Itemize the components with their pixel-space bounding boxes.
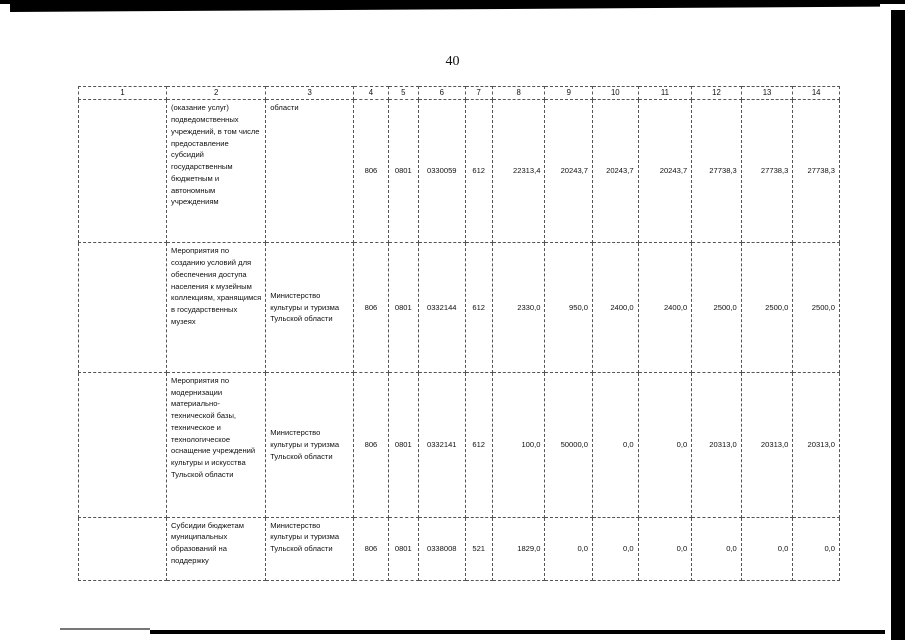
activity-name-cell: Субсидии бюджетам муниципальных образований на поддержку [167,517,266,580]
scan-bottom-border [150,630,885,634]
header-cell: 10 [593,87,639,100]
value-cell: 50000,0 [545,372,593,517]
code-cell: 0801 [388,100,418,243]
value-cell: 0,0 [692,517,742,580]
header-cell: 7 [465,87,492,100]
responsible-org-cell: Министерство культуры и туризма Тульской области [266,517,354,580]
value-cell: 0,0 [638,372,692,517]
code-cell: 0801 [388,517,418,580]
code-cell: 0338008 [418,517,465,580]
activity-name-cell: Мероприятия по созданию условий для обеспечения доступа населения к музейным коллекциям, хранящимся в государственных музеях [167,243,266,373]
code-cell: 0801 [388,243,418,373]
value-cell: 22313,4 [492,100,545,243]
code-cell: 806 [354,517,388,580]
code-cell: 612 [465,243,492,373]
value-cell: 0,0 [593,372,639,517]
code-cell: 806 [354,243,388,373]
code-cell: 0332141 [418,372,465,517]
code-cell: 0332144 [418,243,465,373]
code-cell: 521 [465,517,492,580]
table-header-row [79,87,840,100]
row-index-cell [79,517,167,580]
value-cell: 20243,7 [545,100,593,243]
table-row [79,372,840,517]
header-cell: 5 [388,87,418,100]
header-cell: 12 [692,87,742,100]
value-cell: 2400,0 [593,243,639,373]
value-cell: 27738,3 [793,100,840,243]
scan-bottom-shadow [60,628,150,630]
code-cell: 806 [354,100,388,243]
header-cell: 3 [266,87,354,100]
value-cell: 27738,3 [741,100,793,243]
value-cell: 1829,0 [492,517,545,580]
value-cell: 950,0 [545,243,593,373]
header-cell: 13 [741,87,793,100]
header-cell: 11 [638,87,692,100]
table-row [79,517,840,580]
code-cell: 612 [465,372,492,517]
budget-table [78,86,840,581]
header-cell: 9 [545,87,593,100]
table-row [79,100,840,243]
value-cell: 2500,0 [793,243,840,373]
responsible-org-cell: Министерство культуры и туризма Тульской области [266,243,354,373]
value-cell: 20243,7 [638,100,692,243]
row-index-cell [79,243,167,373]
value-cell: 20243,7 [593,100,639,243]
value-cell: 27738,3 [692,100,742,243]
responsible-org-cell: области [266,100,354,243]
code-cell: 612 [465,100,492,243]
header-cell: 4 [354,87,388,100]
value-cell: 20313,0 [692,372,742,517]
page-number: 40 [445,54,460,69]
activity-name-cell: Мероприятия по модернизации материально-технической базы, техническое и технологическое оснащение учреждений культуры и искусства Тульской области [167,372,266,517]
header-cell: 2 [167,87,266,100]
table-row [79,243,840,373]
header-cell: 6 [418,87,465,100]
value-cell: 20313,0 [793,372,840,517]
value-cell: 0,0 [545,517,593,580]
scan-right-border [885,10,905,640]
responsible-org-cell: Министерство культуры и туризма Тульской области [266,372,354,517]
value-cell: 0,0 [638,517,692,580]
value-cell: 2330,0 [492,243,545,373]
code-cell: 0330059 [418,100,465,243]
code-cell: 806 [354,372,388,517]
value-cell: 0,0 [593,517,639,580]
header-cell: 1 [79,87,167,100]
value-cell: 100,0 [492,372,545,517]
value-cell: 2500,0 [692,243,742,373]
header-cell: 8 [492,87,545,100]
value-cell: 0,0 [793,517,840,580]
row-index-cell [79,100,167,243]
scan-top-border [0,0,905,14]
code-cell: 0801 [388,372,418,517]
row-index-cell [79,372,167,517]
value-cell: 20313,0 [741,372,793,517]
value-cell: 2500,0 [741,243,793,373]
value-cell: 2400,0 [638,243,692,373]
header-cell: 14 [793,87,840,100]
activity-name-cell: (оказание услуг) подведомственных учреждений, в том числе предоставление субсидий государственным бюджетным и автономным учреждениям [167,100,266,243]
value-cell: 0,0 [741,517,793,580]
